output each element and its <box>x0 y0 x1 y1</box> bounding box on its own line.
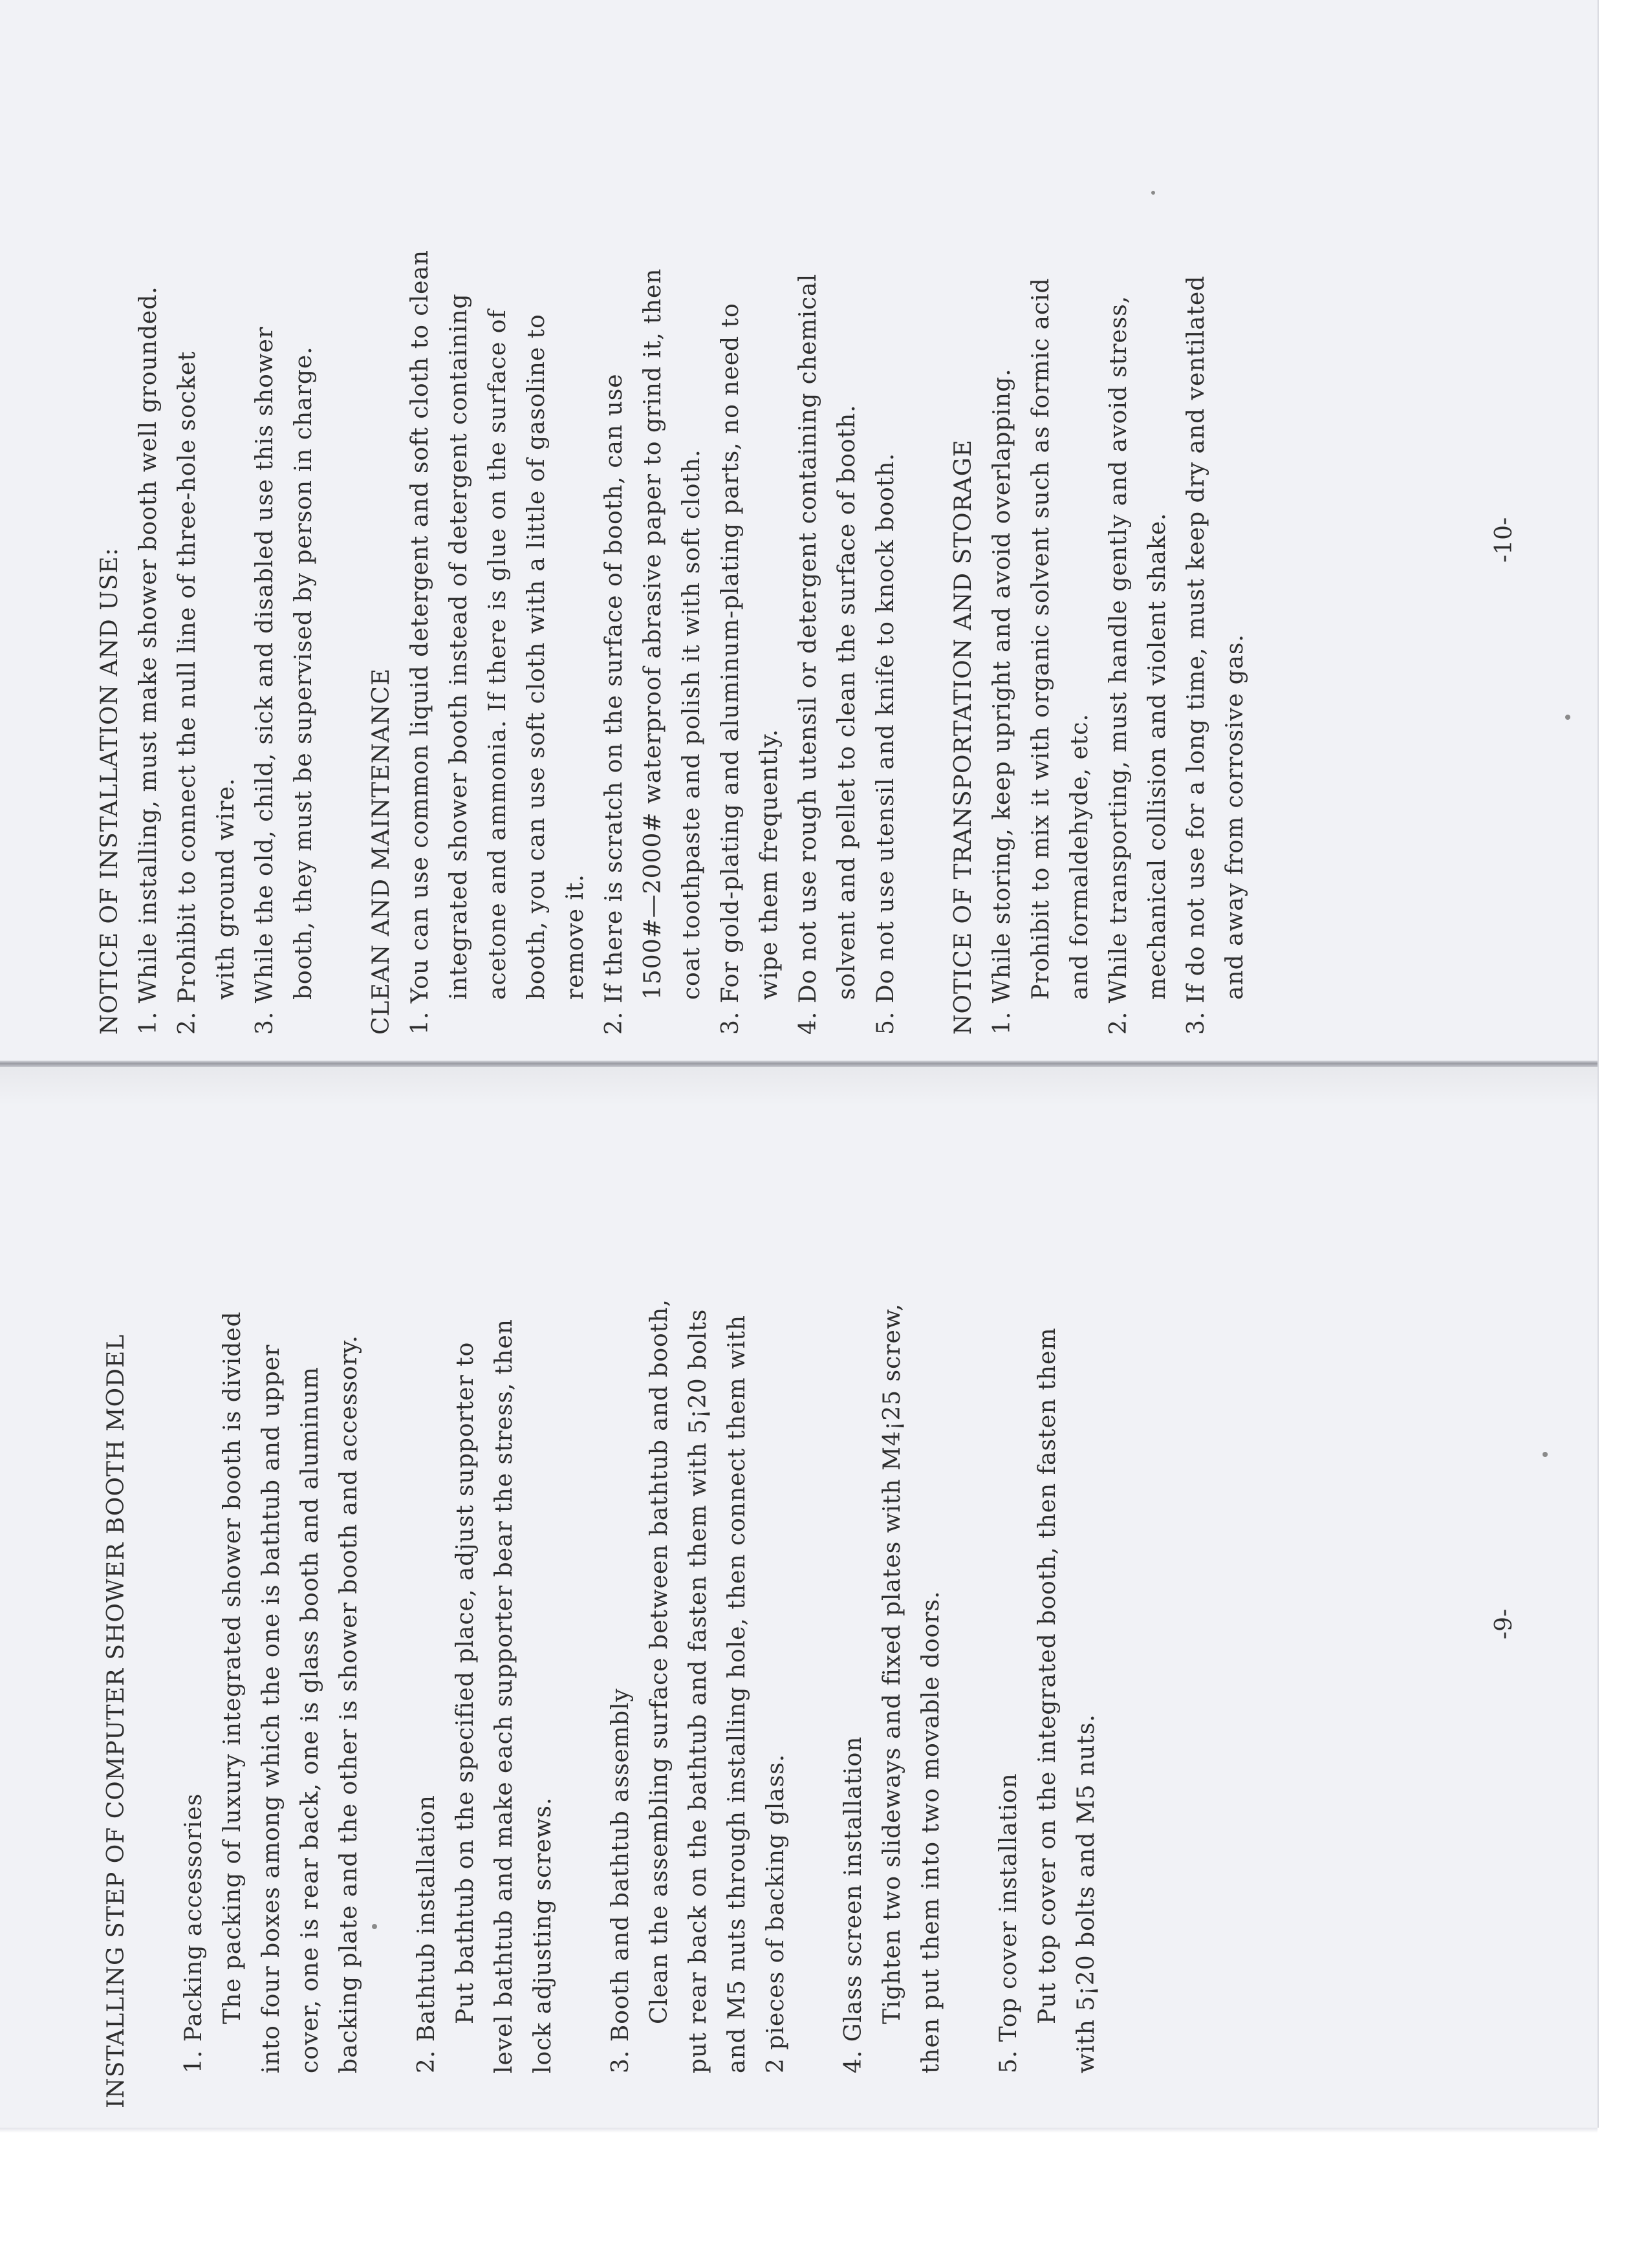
block-line: 5. Do not use utensil and knife to knock booth. <box>872 453 899 1035</box>
block-line: 1. While installing, must make shower booth well grounded. <box>135 286 162 1035</box>
section-line: into four boxes among which the one is bathtub and upper <box>258 1344 285 2073</box>
block-line: 2. If there is scratch on the surface of booth, can use <box>601 373 627 1035</box>
section-heading: 5. Top cover installation <box>995 1773 1022 2073</box>
section-line: Tighten two slideways and fixed plates with M4¡25 screw, <box>879 1303 905 2024</box>
block-line: 1. While storing, keep upright and avoid overlapping. <box>989 368 1015 1035</box>
block-line: remove it. <box>562 874 589 1000</box>
block-line: solvent and pellet to clean the surface of booth. <box>834 404 860 1000</box>
section-heading: 2. Bathtub installation <box>413 1795 440 2073</box>
block-line: 2. While transporting, must handle gently and avoid stress, <box>1105 295 1132 1035</box>
section-line: Clean the assembling surface between bathtub and booth, <box>646 1299 673 2024</box>
section-heading: 1. Packing accessories <box>180 1793 207 2073</box>
scan-speck <box>1565 715 1570 720</box>
section-line: level bathtub and make each supporter bear the stress, then <box>491 1319 517 2073</box>
section-line: cover, one is rear back, one is glass booth and aluminum <box>297 1366 323 2073</box>
section-line: lock adjusting screws. <box>530 1797 556 2073</box>
page-number-9: -9- <box>1491 1608 1517 1639</box>
block-line: 1. You can use common liquid detergent and soft cloth to clean <box>407 249 433 1035</box>
scan-speck <box>372 1924 377 1929</box>
block-line: and formaldehyde, etc. <box>1067 713 1093 1000</box>
block-line: Prohibit to mix it with organic solvent such as formic acid <box>1028 277 1054 1000</box>
page-number-10: -10- <box>1491 517 1517 563</box>
block-line: and away from corrosive gas. <box>1222 634 1248 1000</box>
block-line: with ground wire. <box>213 777 239 1000</box>
block-line: booth, you can use soft cloth with a little of gasoline to <box>523 314 550 1000</box>
section-heading: 3. Booth and bathtub assembly <box>607 1688 634 2073</box>
block-line: 3. If do not use for a long time, must keep dry and ventilated <box>1183 275 1209 1035</box>
page-10 <box>91 26 1255 1035</box>
section-line: 2 pieces of backing glass. <box>763 1753 789 2073</box>
section-line: and M5 nuts through installing hole, then connect them with <box>724 1314 750 2073</box>
notice-transportation <box>944 26 1255 1035</box>
block-heading: NOTICE OF TRANSPORTATION AND STORAGE <box>950 439 977 1035</box>
block-line: coat toothpaste and polish it with soft cloth. <box>678 449 705 1000</box>
block-line: booth, they must be supervised by person in charge. <box>290 346 317 1000</box>
clean-maintenance <box>362 26 905 1035</box>
section-line: Put top cover on the integrated booth, then fasten them <box>1034 1327 1061 2024</box>
page-fold <box>0 1061 1597 1067</box>
block-line: 4. Do not use rough utensil or detergent containing chemical <box>795 273 821 1035</box>
block-heading: CLEAN AND MAINTENANCE <box>368 667 395 1035</box>
section-packing <box>175 1106 369 2108</box>
block-line: 2. Prohibit to connect the null line of three-hole socket <box>174 351 200 1035</box>
block-line: 3. For gold-plating and aluminum-plating parts, no need to <box>717 303 744 1035</box>
section-line: then put them into two movable doors. <box>918 1590 944 2073</box>
section-line: Put bathtub on the specified place, adjust supporter to <box>452 1341 479 2024</box>
page-9-title: INSTALLING STEP OF COMPUTER SHOWER BOOTH MODEL <box>103 1334 129 2108</box>
block-line: integrated shower booth instead of detergent containing <box>446 293 472 1000</box>
sheet-edge <box>0 2128 1597 2133</box>
section-bathtub <box>407 1106 563 2108</box>
page-9 <box>97 1106 1106 2108</box>
section-line: with 5¡20 bolts and M5 nuts. <box>1073 1714 1099 2073</box>
section-line: put rear back on the bathtub and fasten them with 5¡20 bolts <box>685 1308 711 2073</box>
section-line: backing plate and the other is shower booth and accessory. <box>336 1335 362 2073</box>
scan-speck <box>1543 1452 1548 1457</box>
block-line: acetone and ammonia. If there is glue on the surface of <box>484 309 511 1000</box>
block-line: mechanical collision and violent shake. <box>1144 512 1171 1000</box>
fold-shadow <box>0 1067 1597 1106</box>
block-heading: NOTICE OF INSTALLATION AND USE: <box>96 547 123 1035</box>
block-line: wipe them frequently. <box>756 728 783 1000</box>
block-line: 1500#—2000# waterproof abrasive paper to grind it, then <box>640 268 666 1000</box>
section-booth-bathtub <box>601 1106 796 2108</box>
block-line: 3. While the old, child, sick and disabled use this shower <box>252 326 278 1035</box>
section-heading: 4. Glass screen installation <box>840 1736 867 2073</box>
notice-installation <box>91 26 323 1035</box>
section-top-cover <box>990 1106 1106 2108</box>
scan-speck <box>1151 191 1155 195</box>
section-glass-screen <box>834 1106 951 2108</box>
section-line: The packing of luxury integrated shower booth is divided <box>219 1311 246 2024</box>
